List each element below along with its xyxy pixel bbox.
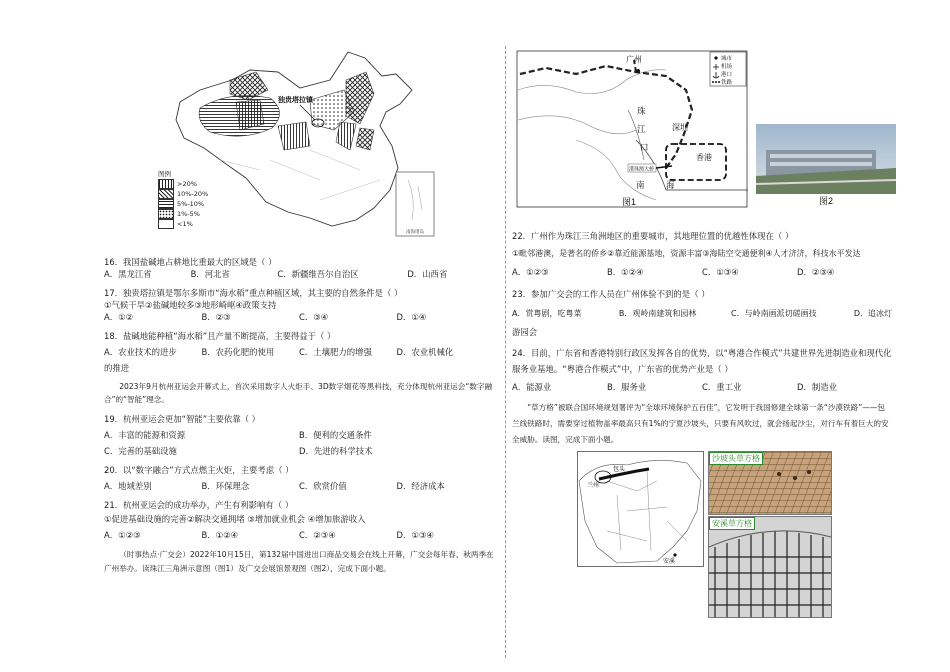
legend-railway: 铁路 — [721, 80, 733, 86]
figure-1-caption: 图1 — [622, 197, 637, 207]
q16-option-d[interactable]: D．山西省 — [407, 269, 448, 279]
q23-option-a[interactable]: A．赏粤剧，吃粤菜 — [512, 309, 582, 318]
q19-option-b[interactable]: B．便利的交通条件 — [299, 430, 372, 440]
q19-option-c[interactable]: C．完善的基础设施 — [104, 446, 177, 456]
q24-option-d[interactable]: D．制造业 — [797, 382, 837, 392]
q22-option-d[interactable]: D．②③④ — [797, 267, 835, 277]
q23-option-b[interactable]: B．观岭南建筑和园林 — [618, 309, 697, 318]
bridge-label: 港珠澳大桥 — [629, 166, 655, 173]
q18-option-d-cont: 的推进 — [104, 363, 130, 373]
left-column — [104, 256, 494, 576]
city-guangzhou: 广州 — [626, 55, 642, 64]
photo-label-shapotou: 沙坡头草方格 — [709, 452, 763, 465]
q18-option-b[interactable]: B．农药化肥的使用 — [201, 347, 275, 357]
label-lanzhou: 兰州 — [587, 483, 600, 489]
label-jiang: 江 — [637, 124, 646, 134]
q20-option-b[interactable]: B．环保理念 — [201, 481, 250, 491]
label-anxi: 安溪 — [663, 559, 676, 565]
question-16: 16．我国盐碱地占耕地比重最大的区域是（ ） — [104, 257, 277, 267]
q19-option-a[interactable]: A．丰富的能源和资源 — [104, 430, 186, 440]
q17-options — [104, 311, 494, 323]
legend-swatch-1-5 — [158, 209, 174, 219]
q23-option-d[interactable]: D．追冰灯 — [853, 309, 892, 318]
q17-option-a[interactable]: A．①② — [104, 312, 134, 322]
q24-option-a[interactable]: A．能源业 — [512, 382, 552, 392]
question-22: 22．广州作为珠江三角洲地区的重要城市，其地理位置的优越性体现在（ ） — [512, 231, 794, 241]
q16-option-b[interactable]: B．河北省 — [190, 269, 230, 279]
label-hai: 海 — [666, 180, 675, 190]
legend-10-20: 10%-20% — [177, 190, 209, 198]
question-19: 19．杭州亚运会更加“智能”主要依靠（ ） — [104, 414, 260, 424]
q20-options — [104, 480, 494, 492]
legend-5-10: 5%-10% — [177, 200, 205, 208]
q19-options-row2 — [104, 445, 494, 457]
legend-gt20: >20% — [177, 180, 197, 188]
question-17: 17．独贵塔拉镇是鄂尔多斯市“海水稻”重点种植区域，其主要的自然条件是（ ） — [104, 288, 403, 298]
q20-option-c[interactable]: C．欣赏价值 — [299, 481, 347, 491]
q17-items: ①气候干旱②盐碱地较多③地形崎岖④政策支持 — [104, 300, 277, 310]
figure-2-canton-fair-photo — [756, 124, 896, 206]
q20-option-d[interactable]: D．经济成本 — [396, 481, 445, 491]
q16-option-c[interactable]: C．新疆维吾尔自治区 — [277, 269, 359, 279]
paragraph-canton-fair: （时事热点·广交会）2022年10月15日，第132届中国进出口商品交易会在线上开幕，广交会每年春、秋两季在广州举办。读珠江三角洲示意图（图1）及广交会展馆景观图（图2），完成下面小题。 — [104, 550, 494, 573]
q17-option-d[interactable]: D．①④ — [396, 312, 427, 322]
legend-swatch-10-20 — [158, 189, 174, 199]
legend-1-5: 1%-5% — [177, 210, 200, 218]
q22-option-a[interactable]: A．①②③ — [512, 267, 549, 277]
label-shenzhen: 深圳 — [672, 123, 688, 132]
q18-option-a[interactable]: A．农业技术的进步 — [104, 347, 177, 357]
q22-items: ①毗邻港澳，是著名的侨乡②靠近能源基地，资源丰富③海陆空交通便利④人才济济，科技水平发达 — [512, 249, 861, 258]
paragraph-asian-games: 2023年9月杭州亚运会开幕式上，首次采用数字人火炬手、3D数字烟花等黑科技，充分体现杭州亚运会“数字融合”的“智能”理念。 — [104, 382, 493, 404]
figure-2-caption: 图2 — [819, 196, 834, 206]
photo-shapotou-grass-grid — [708, 451, 832, 515]
q21-option-c[interactable]: C．②③④ — [299, 530, 336, 540]
paragraph-grass-grid: “草方格”被联合国环境规划署评为“全球环境保护五百佳”，它发明于我国修建全球第一条“沙漠铁路”——包兰线铁路时，需要穿过植物盖率最高只有1%的宁夏沙坡头，只要有风吹过，就会扬起沙尘，对行车有着巨大的安全威胁。读图，完成下面小题。 — [512, 403, 889, 444]
q23-options — [512, 308, 892, 320]
q24-option-c[interactable]: C．重工业 — [702, 382, 742, 392]
q16-options — [104, 268, 494, 280]
photo-label-anxi: 安溪草方格 — [709, 517, 755, 530]
q21-options — [104, 529, 494, 541]
label-hongkong: 香港 — [696, 153, 712, 162]
q24-option-b[interactable]: B．服务业 — [607, 382, 647, 392]
q24-options — [512, 381, 892, 393]
q19-options-row1 — [104, 429, 494, 441]
question-23: 23．参加广交会的工作人员在广州体验不到的是（ ） — [512, 289, 710, 299]
q21-option-a[interactable]: A．①②③ — [104, 530, 141, 540]
q22-options — [512, 266, 892, 278]
q18-option-d[interactable]: D．农业机械化 — [396, 347, 454, 357]
label-baotou: 包头 — [613, 467, 626, 473]
question-24: 24．目前，广东省和香港特别行政区发挥各自的优势，以“粤港合作模式”共建世界先进制造业和现代化服务业基地。“粤港合作模式”中，广东省的优势产业是（ ） — [512, 348, 892, 374]
map-legend — [158, 169, 208, 229]
inset-label: 南海诸岛 — [406, 229, 424, 234]
legend-swatch-gt20 — [158, 179, 174, 189]
column-divider — [505, 46, 506, 658]
figure-1-pearl-river-delta — [516, 50, 748, 208]
q21-option-b[interactable]: B．①②④ — [201, 530, 239, 540]
label-zhu: 珠 — [637, 106, 646, 116]
q18-option-c[interactable]: C．土壤肥力的增强 — [299, 347, 372, 357]
legend-swatch-5-10 — [158, 199, 174, 209]
question-20: 20．以“数字融合”方式点燃主火炬，主要考虑（ ） — [104, 465, 294, 475]
q22-option-c[interactable]: C．①③④ — [702, 267, 739, 277]
legend-airport: 机场 — [721, 64, 733, 70]
legend-port: 港口 — [721, 72, 733, 78]
photo-anxi-grass-grid — [708, 516, 832, 618]
label-kou: 口 — [640, 142, 649, 152]
legend-swatch-lt1 — [158, 219, 174, 229]
q22-option-b[interactable]: B．①②④ — [607, 267, 644, 277]
legend-city: 城市 — [721, 56, 733, 62]
legend-lt1: <1% — [177, 220, 193, 228]
right-column — [512, 230, 892, 448]
place-label-duguitala: 独贵塔拉镇 — [278, 97, 313, 104]
q16-option-a[interactable]: A．黑龙江省 — [104, 269, 152, 279]
label-nan: 南 — [636, 180, 645, 190]
figure-3-railway-map — [577, 451, 704, 567]
q21-option-d[interactable]: D．①③④ — [396, 530, 434, 540]
q23-option-c[interactable]: C．与岭南画派切磋画技 — [730, 309, 817, 318]
legend-title: 图例 — [158, 170, 171, 178]
q17-option-c[interactable]: C．③④ — [299, 312, 329, 322]
q21-items: ①促进基础设施的完善②解决交通拥堵 ③增加就业机会 ④增加旅游收入 — [104, 514, 366, 524]
q17-option-b[interactable]: B．②③ — [201, 312, 231, 322]
q19-option-d[interactable]: D．先进的科学技术 — [299, 446, 373, 456]
q20-option-a[interactable]: A．地域差别 — [104, 481, 152, 491]
question-21: 21．杭州亚运会的成功举办，产生有利影响有（ ） — [104, 500, 294, 510]
q23-option-d-cont: 游园会 — [512, 327, 538, 337]
q18-options — [104, 346, 494, 358]
question-18: 18．盐碱地能种植“海水稻”且产量不断提高，主要得益于（ ） — [104, 331, 336, 341]
